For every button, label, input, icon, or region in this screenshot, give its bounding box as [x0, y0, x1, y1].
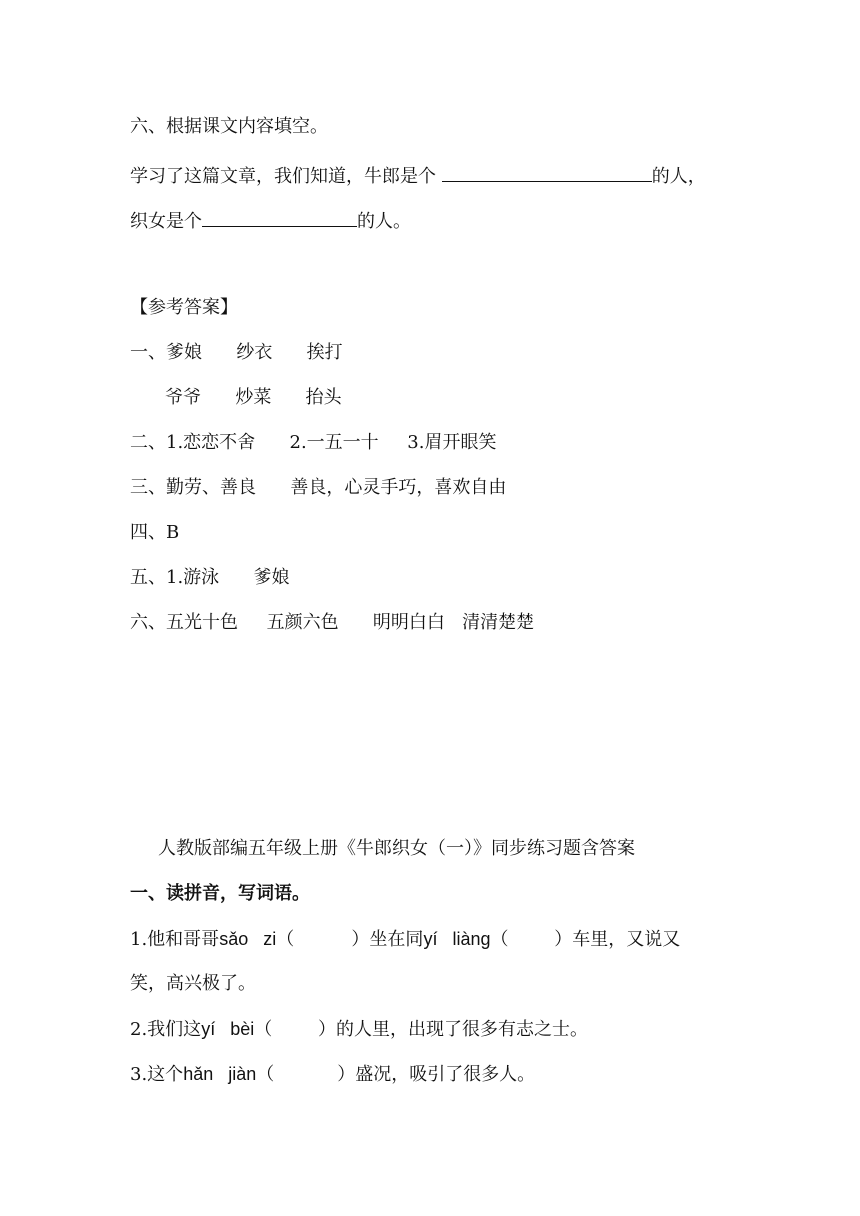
section6-line1 — [130, 161, 706, 189]
answer-5: 五、1.游泳 爹娘 — [130, 567, 290, 588]
question-1-item-1-cont: 笑，高兴极了。 — [130, 973, 256, 994]
section6-line2 — [130, 206, 411, 234]
pinyin: yí bèi — [201, 1019, 255, 1039]
question-1-item-3 — [130, 1062, 535, 1087]
text: 的人， — [651, 166, 706, 187]
fill-blank[interactable] — [202, 206, 357, 227]
answer-4: 四、B — [130, 522, 180, 543]
answer-1b: 爷爷 炒菜 抬头 — [165, 387, 342, 408]
answer-6: 六、五光十色 五颜六色 明明白白 清清楚楚 — [130, 612, 535, 633]
answer-2: 二、1.恋恋不舍 2.一五一十 3.眉开眼笑 — [130, 432, 497, 453]
exercise-title: 人教版部编五年级上册《牛郎织女（一）》同步练习题含答案 — [158, 838, 635, 859]
question-1-item-2 — [130, 1017, 588, 1042]
text: 学习了这篇文章，我们知道，牛郎是个 — [130, 166, 442, 187]
answer-3: 三、勤劳、善良 善良，心灵手巧，喜欢自由 — [130, 477, 507, 498]
pinyin: hǎn jiàn — [183, 1064, 257, 1084]
text: 1.他和哥哥 — [130, 929, 220, 950]
text: 2.我们这 — [130, 1019, 202, 1040]
question-1-item-1 — [130, 927, 680, 952]
question-1-heading: 一、读拼音，写词语。 — [130, 883, 310, 904]
fill-blank[interactable] — [442, 161, 652, 182]
section6-heading: 六、根据课文内容填空。 — [130, 116, 328, 137]
text: 织女是个 — [130, 211, 202, 232]
pinyin: yí liàng — [423, 929, 491, 949]
answer-slot[interactable]: （ ）盛况，吸引了很多人。 — [256, 1064, 536, 1085]
answer-slot[interactable]: （ ）车里，又说又 — [490, 929, 681, 950]
text: 的人。 — [357, 211, 411, 232]
text: 3.这个 — [130, 1064, 184, 1085]
answer-1: 一、爹娘 纱衣 挨打 — [130, 342, 343, 363]
answer-slot[interactable]: （ ）坐在同 — [276, 929, 424, 950]
pinyin: sǎo zi — [219, 929, 277, 949]
answer-slot[interactable]: （ ）的人里，出现了很多有志之士。 — [254, 1019, 588, 1040]
answers-heading: 【参考答案】 — [130, 297, 238, 318]
